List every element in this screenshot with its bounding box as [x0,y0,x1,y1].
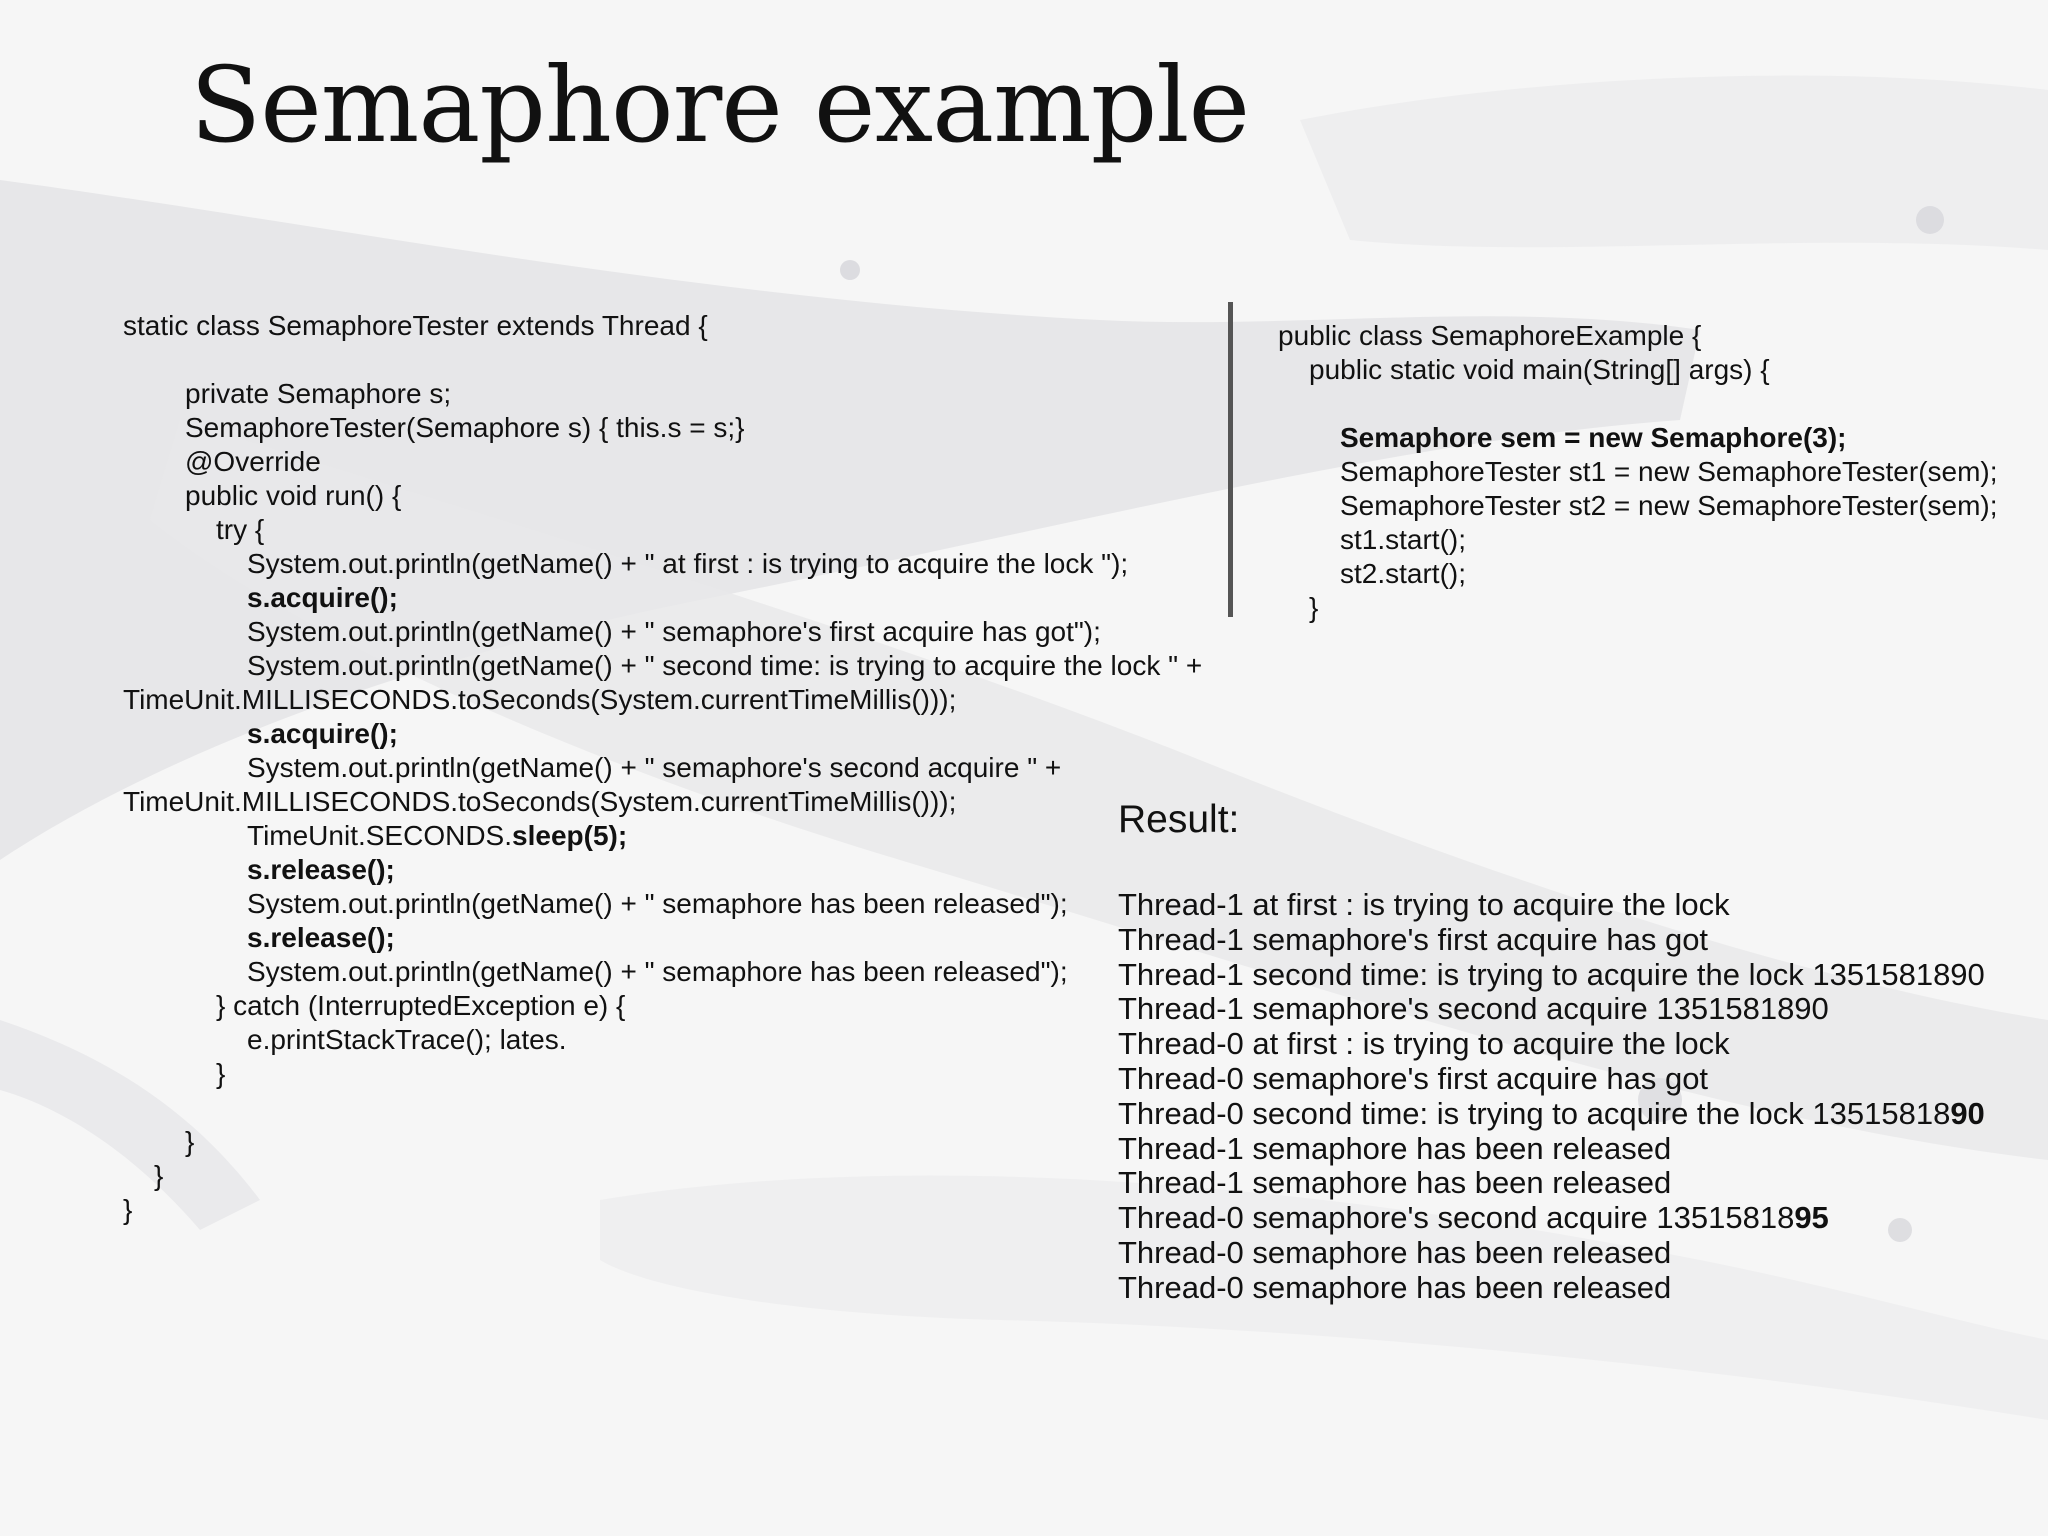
code-line [123,309,1202,343]
code-line [1278,523,1998,557]
result-line [1118,1271,1985,1306]
code-line [123,751,1202,785]
result-text: Thread-1 semaphore has been released [1118,1130,1672,1166]
code-text: SemaphoreTester st2 = new SemaphoreTester(sem); [1340,490,1998,521]
code-text: sleep(5); [512,820,628,851]
code-line [123,717,1202,751]
code-text: } [1309,592,1319,623]
code-text: st1.start(); [1340,524,1467,555]
code-text: s.acquire(); [247,582,398,613]
code-text: SemaphoreTester(Semaphore s) { this.s = s;} [185,412,745,443]
code-line [123,1091,1202,1125]
code-line [123,547,1202,581]
result-line [1118,888,1985,923]
code-text: } [123,1194,133,1225]
code-line [123,955,1202,989]
code-text: s.acquire(); [247,718,398,749]
code-line [123,445,1202,479]
result-text: Thread-0 second time: is trying to acquire the lock 13515818 [1118,1095,1951,1131]
result-text: Thread-0 semaphore has been released [1118,1269,1672,1305]
code-line [123,513,1202,547]
code-line [1278,591,1998,625]
result-text: Thread-1 semaphore's second acquire 1351581890 [1118,991,1829,1027]
code-text: public class SemaphoreExample { [1278,320,1702,351]
code-text: SemaphoreTester st1 = new SemaphoreTester(sem); [1340,456,1998,487]
code-text: System.out.println(getName() + " at first : is trying to acquire the lock "); [247,548,1129,579]
result-output-block [1118,888,1985,1306]
code-line [123,581,1202,615]
vertical-divider [1228,302,1233,617]
code-line [123,377,1202,411]
code-text: e.printStackTrace(); lates. [247,1024,567,1055]
code-text: TimeUnit.MILLISECONDS.toSeconds(System.currentTimeMillis())); [123,684,957,715]
code-line [123,411,1202,445]
code-line [123,615,1202,649]
result-text: Thread-0 semaphore's second acquire 13515818 [1118,1200,1795,1236]
result-text: 90 [1950,1095,1985,1131]
code-text: System.out.println(getName() + " second time: is trying to acquire the lock " + [247,650,1203,681]
code-line [123,683,1202,717]
code-line [1278,387,1998,421]
code-line [123,1159,1202,1193]
code-text: s.release(); [247,854,395,885]
result-text: Thread-1 semaphore has been released [1118,1165,1672,1201]
code-text: try { [216,514,265,545]
result-text: 95 [1794,1200,1829,1236]
code-line [1278,421,1998,455]
result-line [1118,1062,1985,1097]
result-text: Thread-0 semaphore's first acquire has got [1118,1060,1709,1096]
code-text: st2.start(); [1340,558,1467,589]
result-heading: Result: [1118,798,1240,841]
result-line [1118,1097,1985,1132]
code-line [123,1023,1202,1057]
code-line [123,819,1202,853]
semaphore-example-code-block [1278,319,1998,625]
code-text: static class SemaphoreTester extends Thread { [123,310,708,341]
code-text: } catch (InterruptedException e) { [216,990,626,1021]
code-line [123,649,1202,683]
result-line [1118,958,1985,993]
code-text: @Override [185,446,321,477]
code-line [1278,557,1998,591]
code-text: } [185,1126,195,1157]
code-text: System.out.println(getName() + " semaphore's first acquire has got"); [247,616,1101,647]
result-text: Thread-1 semaphore's first acquire has got [1118,921,1709,957]
code-text: TimeUnit.MILLISECONDS.toSeconds(System.currentTimeMillis())); [123,786,957,817]
code-text: System.out.println(getName() + " semaphore has been released"); [247,888,1068,919]
code-line [123,1193,1202,1227]
code-line [1278,455,1998,489]
code-text: public void run() { [185,480,402,511]
code-line [123,887,1202,921]
result-text: Thread-1 at first : is trying to acquire the lock [1118,887,1730,922]
code-text: } [216,1058,226,1089]
code-text: System.out.println(getName() + " semaphore's second acquire " + [247,752,1062,783]
code-line [123,921,1202,955]
code-text: TimeUnit.SECONDS. [247,820,513,851]
code-line [123,785,1202,819]
code-line [123,343,1202,377]
code-line [1278,353,1998,387]
code-text: Semaphore sem = new Semaphore(3); [1340,422,1847,453]
result-line [1118,992,1985,1027]
code-text: private Semaphore s; [185,378,452,409]
result-text: Thread-1 second time: is trying to acquire the lock 1351581890 [1118,956,1985,992]
slide-title: Semaphore example [190,44,1250,166]
code-line [1278,319,1998,353]
code-line [123,853,1202,887]
result-line [1118,1132,1985,1167]
code-line [123,1057,1202,1091]
result-line [1118,1166,1985,1201]
result-line [1118,1236,1985,1271]
code-line [123,479,1202,513]
semaphore-tester-code-block [123,309,1202,1227]
code-line [123,1125,1202,1159]
result-line [1118,1027,1985,1062]
result-text: Thread-0 at first : is trying to acquire the lock [1118,1026,1730,1062]
code-line [123,989,1202,1023]
code-text: } [154,1160,164,1191]
result-line [1118,923,1985,958]
code-text: System.out.println(getName() + " semaphore has been released"); [247,956,1068,987]
code-text: public static void main(String[] args) { [1309,354,1770,385]
result-line [1118,1201,1985,1236]
code-text: s.release(); [247,922,395,953]
result-text: Thread-0 semaphore has been released [1118,1234,1672,1270]
code-line [1278,489,1998,523]
